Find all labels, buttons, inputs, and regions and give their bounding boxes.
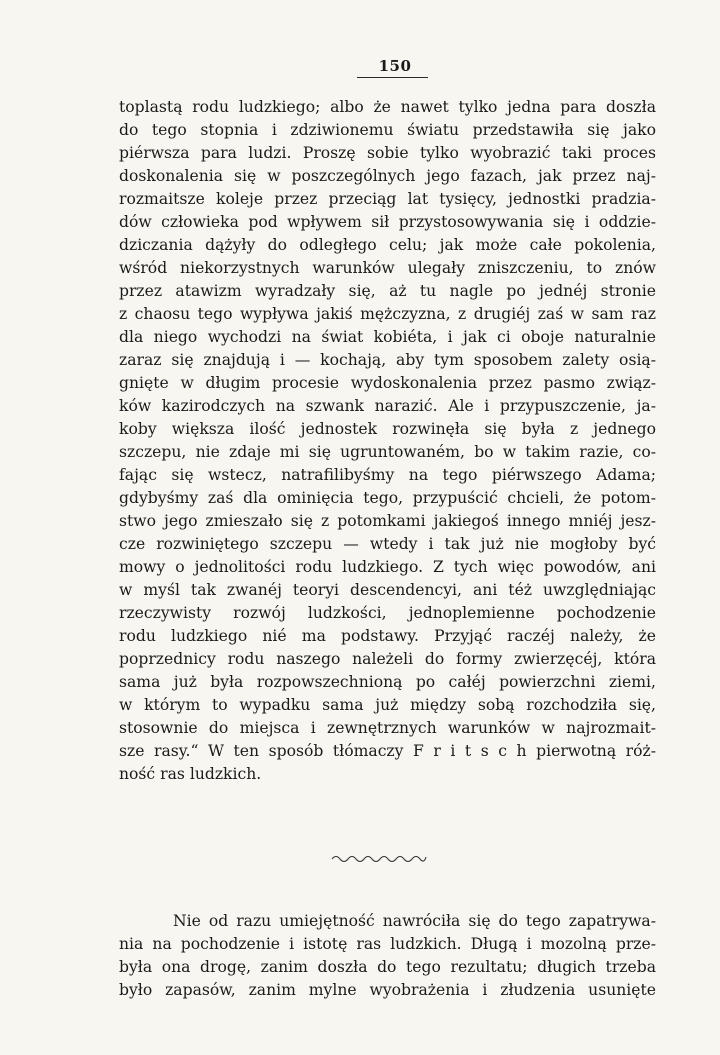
text-line: gdybyśmy zaś dla ominięcia tego, przypuścić chcieli, że potom-: [119, 489, 656, 507]
text-line: w myśl tak zwanéj teoryi descendencyi, ani téż uwzględniając: [119, 581, 656, 599]
text-line: do tego stopnia i zdziwionemu światu przedstawiła się jako: [119, 121, 656, 139]
text-line: sama już była rozpowszechnioną po całéj powierzchni ziemi,: [119, 673, 656, 691]
text-line: poprzednicy rodu naszego należeli do formy zwierzęcéj, która: [119, 650, 656, 668]
text-line: przez atawizm wyradzały się, aż tu nagle po jednéj stronie: [119, 282, 656, 300]
text-line: zaraz się znajdują i — kochają, aby tym sposobem zalety osią-: [119, 351, 656, 369]
text-line: rodu ludzkiego nié ma podstawy. Przyjąć raczéj należy, że: [119, 627, 656, 645]
text-line: ków kazirodczych na szwank narazić. Ale i przypuszczenie, ja-: [119, 397, 656, 415]
text-line: rozmaitsze koleje przez przeciąg lat tysięcy, jednostki pradzia-: [119, 190, 656, 208]
text-line: dów człowieka pod wpływem sił przystosowywania się i oddzie-: [119, 213, 656, 231]
text-line: fając się wstecz, natrafilibyśmy na tego piérwszego Adama;: [119, 466, 656, 484]
text-line: była ona drogę, zanim doszła do tego rezultatu; długich trzeba: [119, 958, 656, 976]
text-line: w którym to wypadku sama już między sobą rozchodziła się,: [119, 696, 656, 714]
text-line: nia na pochodzenie i istotę ras ludzkich. Długą i mozolną prze-: [119, 935, 656, 953]
text-line: rzeczywisty rozwój ludzkości, jednoplemienne pochodzenie: [119, 604, 656, 622]
page-number-rule: [357, 77, 428, 78]
text-line: z chaosu tego wypływa jakiś mężczyzna, z drugiéj zaś w sam raz: [119, 305, 656, 323]
text-line: mowy o jednolitości rodu ludzkiego. Z tych więc powodów, ani: [119, 558, 656, 576]
page-number: 150: [378, 57, 412, 75]
text-line: Nie od razu umiejętność nawróciła się do tego zapatrywa-: [173, 912, 656, 930]
text-line: sze rasy.“ W ten sposób tłómaczy F r i t s c h pierwotną róż-: [119, 742, 656, 760]
text-line: toplastą rodu ludzkiego; albo że nawet tylko jedna para doszła: [119, 98, 656, 116]
text-line: szczepu, nie zdaje mi się ugruntowaném, bo w takim razie, co-: [119, 443, 656, 461]
text-line: dla niego wychodzi na świat kobiéta, i jak ci oboje naturalnie: [119, 328, 656, 346]
text-line: dziczania dążyły do odległego celu; jak może całe pokolenia,: [119, 236, 656, 254]
text-line: stwo jego zmieszało się z potomkami jakiegoś innego mniéj jesz-: [119, 512, 656, 530]
text-line: było zapasów, zanim mylne wyobrażenia i złudzenia usunięte: [119, 981, 656, 999]
text-line: piérwsza para ludzi. Proszę sobie tylko wyobrazić taki proces: [119, 144, 656, 162]
text-line: stosownie do miejsca i zewnętrznych warunków w najrozmait-: [119, 719, 656, 737]
text-line: doskonalenia się w poszczególnych jego fazach, jak przez naj-: [119, 167, 656, 185]
text-line: cze rozwiniętego szczepu — wtedy i tak już nie mogłoby być: [119, 535, 656, 553]
text-line: gnięte w długim procesie wydoskonalenia przez pasmo związ-: [119, 374, 656, 392]
text-line: koby większa ilość jednostek rozwinęła się była z jednego: [119, 420, 656, 438]
text-line: ność ras ludzkich.: [119, 765, 262, 783]
section-divider-ornament: [328, 852, 428, 866]
text-line: wśród niekorzystnych warunków ulegały zniszczeniu, to znów: [119, 259, 656, 277]
